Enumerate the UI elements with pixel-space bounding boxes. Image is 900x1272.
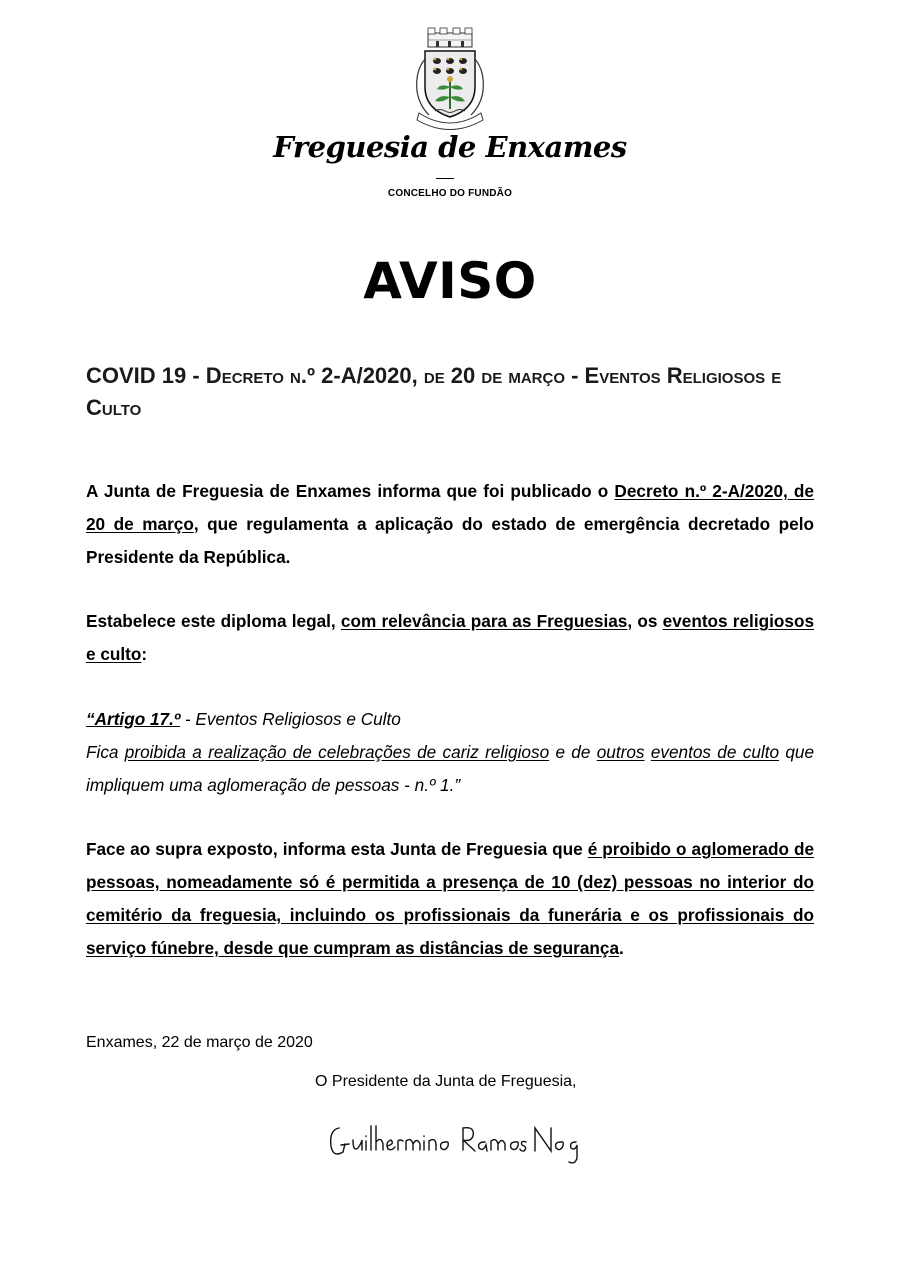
quote-text: que impliquem uma aglomeração de pessoas - n.º 1.”: [86, 742, 815, 795]
article-number: “Artigo 17.º: [86, 709, 181, 729]
quote-text: e de: [549, 742, 597, 762]
parish-name: Freguesia de Enxames: [273, 130, 627, 164]
paragraph-text: Face ao supra exposto, informa esta Junta de Freguesia que: [86, 839, 588, 859]
article-title: - Eventos Religiosos e Culto: [180, 709, 401, 729]
paragraph-text: :: [141, 644, 148, 664]
article-heading: [86, 703, 814, 736]
paragraph-text: , os: [627, 611, 663, 631]
date-line: Enxames, 22 de março de 2020: [86, 1034, 313, 1051]
paragraph-restriction: [86, 833, 814, 965]
underlined-text: outros: [596, 742, 645, 762]
underlined-text: eventos religiosos e culto: [86, 611, 814, 664]
paragraph-text: , que regulamenta a aplicação do estado de emergência decretado pelo Presidente da República.: [86, 514, 814, 567]
president-title: O Presidente da Junta de Freguesia,: [315, 1073, 577, 1090]
paragraph-text: Estabelece este diploma legal,: [86, 611, 341, 631]
underlined-text: eventos de culto: [650, 742, 780, 762]
article-body: [86, 736, 814, 802]
signature-icon: [325, 1118, 595, 1168]
notice-title: AVISO: [363, 252, 537, 310]
underlined-text: é proibido o aglomerado de pessoas, nomeadamente só é permitida a presença de 10 (dez) pessoas no interior do cemitério da freguesia, incluindo os profissionais da funerária e os profissionais do serviço fúnebre, desde que cumpram as distâncias de segurança: [86, 839, 814, 958]
divider: [436, 178, 454, 179]
paragraph-text: .: [619, 938, 624, 958]
quote-text: Fica: [86, 742, 125, 762]
underlined-text: com relevância para as Freguesias: [340, 611, 628, 631]
paragraph-relevance: [86, 605, 814, 671]
decree-reference: Decreto n.º 2-A/2020, de 20 de março: [86, 481, 814, 534]
paragraph-text: A Junta de Freguesia de Enxames informa que foi publicado o: [86, 481, 615, 501]
council-name: CONCELHO DO FUNDÃO: [387, 188, 513, 199]
article-quote: [86, 703, 814, 802]
underlined-text: proibida a realização de celebrações de cariz religioso: [124, 742, 550, 762]
coat-of-arms-icon: [395, 25, 505, 135]
paragraph-publication: [86, 475, 814, 574]
notice-subject: COVID 19 - Decreto n.º 2-A/2020, de 20 de março - Eventos Religiosos e Culto: [86, 363, 782, 420]
